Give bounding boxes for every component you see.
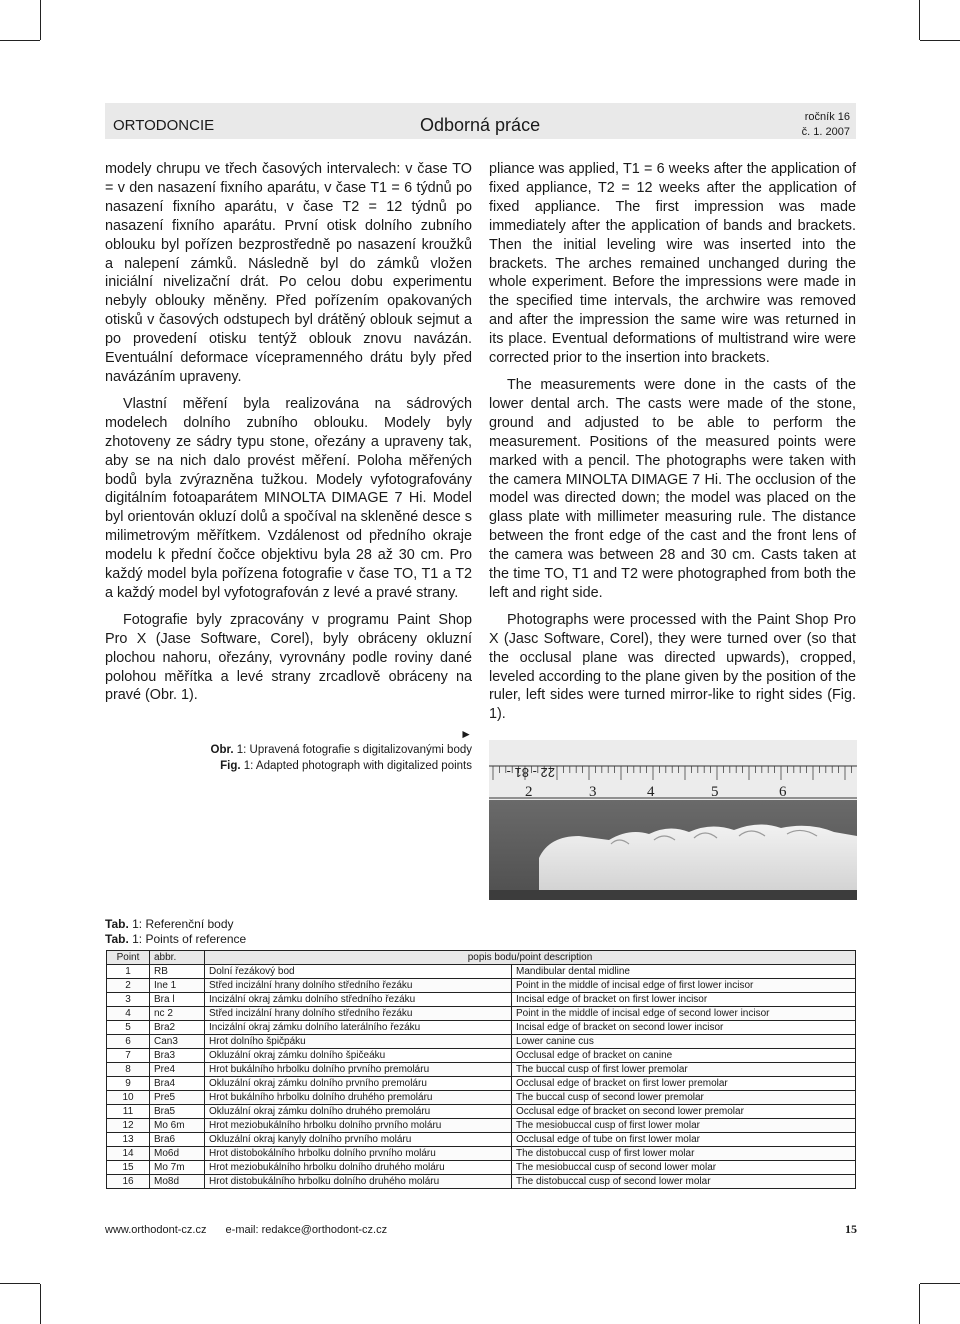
- crop-mark: [920, 40, 960, 41]
- website-link[interactable]: www.orthodont-cz.cz: [105, 1224, 207, 1236]
- description-cz-cell: Hrot distobukálního hrbolku dolního druhého moláru: [205, 1175, 512, 1189]
- crop-mark: [920, 1283, 960, 1284]
- point-cell: 13: [107, 1133, 150, 1147]
- footer-contact: [105, 1224, 403, 1236]
- header-abbr: abbr.: [150, 951, 205, 965]
- table-row: [107, 1091, 856, 1105]
- point-cell: 3: [107, 993, 150, 1007]
- table-row: [107, 1063, 856, 1077]
- description-en-cell: The buccal cusp of first lower premolar: [512, 1063, 856, 1077]
- abbr-cell: Bra6: [150, 1133, 205, 1147]
- description-cz-cell: Okluzální okraj kanyly dolního prvního moláru: [205, 1133, 512, 1147]
- table-row: [107, 1007, 856, 1021]
- description-cz-cell: Incizální okraj zámku dolního středního řezáku: [205, 993, 512, 1007]
- table-header-row: [107, 951, 856, 965]
- abbr-cell: Bra4: [150, 1077, 205, 1091]
- description-cz-cell: Hrot meziobukálního hrbolku dolního druhého moláru: [205, 1161, 512, 1175]
- description-cz-cell: Hrot distobokálního hrbolku dolního prvního moláru: [205, 1147, 512, 1161]
- description-en-cell: Incisal edge of bracket on first lower incisor: [512, 993, 856, 1007]
- abbr-cell: Pre5: [150, 1091, 205, 1105]
- table-row: [107, 1133, 856, 1147]
- crop-mark: [40, 0, 41, 40]
- paragraph: Vlastní měření byla realizována na sádrových modelech dolního zubního oblouku. Modely byly zhotoveny ze sádry typu stone, ořezány a upraveny tak, aby se na nich dalo provést měření. Poloha měřených bodů byla zvýrazněna tužkou. Modely vyfotografovány digitálním fotoaparátem MINOLTA DIMAGE 7 Hi. Model byl orientován okluzí dolů a spočíval na skleněné desce s milimetrovým měřítkem. Vzdálenost od předního okraje modelu k přední čočce objektivu byla 28 až 30 cm. Pro každý model byla pořízena fotografie v čase TO, T1 a T2 a každý model byl vyfotografován z levé a pravé strany.: [105, 395, 472, 601]
- table-row: [107, 1161, 856, 1175]
- volume-label: ročník 16: [804, 111, 850, 123]
- abbr-cell: Bra5: [150, 1105, 205, 1119]
- table-row: [107, 1077, 856, 1091]
- abbr-cell: Pre4: [150, 1063, 205, 1077]
- table-row: [107, 965, 856, 979]
- text-column-cz: [105, 160, 472, 713]
- point-cell: 2: [107, 979, 150, 993]
- text-column-en: [489, 160, 856, 732]
- table-caption-cz: Tab. 1: Referenční body: [105, 917, 234, 931]
- table-row: [107, 979, 856, 993]
- abbr-cell: Mo6d: [150, 1147, 205, 1161]
- header-description: popis bodu/point description: [205, 951, 856, 965]
- dental-cast-photo: [489, 740, 857, 900]
- table-caption-en: Tab. 1: Points of reference: [105, 932, 247, 946]
- abbr-cell: nc 2: [150, 1007, 205, 1021]
- crop-mark: [40, 1284, 41, 1324]
- figure-caption: [160, 728, 472, 774]
- description-en-cell: Occlusal edge of bracket on second lower premolar: [512, 1105, 856, 1119]
- description-en-cell: Occlusal edge of tube on first lower molar: [512, 1133, 856, 1147]
- table-row: [107, 1105, 856, 1119]
- ruler-number: 4: [647, 784, 655, 800]
- section-label: ORTODONCIE: [113, 117, 215, 134]
- table-row: [107, 1021, 856, 1035]
- description-en-cell: Occlusal edge of bracket on first lower premolar: [512, 1077, 856, 1091]
- description-en-cell: Point in the middle of incisal edge of first lower incisor: [512, 979, 856, 993]
- description-cz-cell: Hrot bukálního hrbolku dolního prvního premoláru: [205, 1063, 512, 1077]
- issue-info: [802, 110, 850, 140]
- abbr-cell: RB: [150, 965, 205, 979]
- description-en-cell: The distobuccal cusp of first lower molar: [512, 1147, 856, 1161]
- table-row: [107, 1049, 856, 1063]
- arrow-right-icon: ►: [460, 727, 472, 741]
- description-cz-cell: Hrot dolního špičpáku: [205, 1035, 512, 1049]
- ruler-number: 5: [711, 784, 719, 800]
- category-label: Odborná práce: [420, 115, 541, 135]
- page-number: 15: [845, 1222, 857, 1236]
- point-cell: 15: [107, 1161, 150, 1175]
- description-en-cell: The mesiobuccal cusp of second lower molar: [512, 1161, 856, 1175]
- abbr-cell: Mo 6m: [150, 1119, 205, 1133]
- description-cz-cell: Dolní řezákový bod: [205, 965, 512, 979]
- crop-mark: [0, 40, 40, 41]
- point-cell: 10: [107, 1091, 150, 1105]
- point-cell: 1: [107, 965, 150, 979]
- caption-cz: Obr. 1: Upravená fotografie s digitalizovanými body: [210, 744, 472, 756]
- table-row: [107, 993, 856, 1007]
- abbr-cell: Bra l: [150, 993, 205, 1007]
- crop-mark: [919, 0, 920, 40]
- description-en-cell: The mesiobuccal cusp of first lower molar: [512, 1119, 856, 1133]
- point-cell: 16: [107, 1175, 150, 1189]
- description-cz-cell: Střed incizální hrany dolního středního řezáku: [205, 979, 512, 993]
- table-row: [107, 1119, 856, 1133]
- reference-points-table: [106, 950, 856, 1189]
- description-en-cell: Lower canine cus: [512, 1035, 856, 1049]
- crop-mark: [0, 1283, 40, 1284]
- point-cell: 6: [107, 1035, 150, 1049]
- point-cell: 9: [107, 1077, 150, 1091]
- paragraph: pliance was applied, T1 = 6 weeks after the application of fixed appliance, T2 = 12 weeks after the application of fixed appliance. The first impression was made immediately after the application of bands and brackets. Then the initial leveling wire was inserted into the brackets. The arches remained unchanged during the whole experiment. Before the impressions were made in the specified time intervals, the archwire was removed and after the impression the same wire was returned in its place. Eventual deformations of multistrand wire were corrected prior to the insertion into brackets.: [489, 161, 856, 367]
- abbr-cell: Mo8d: [150, 1175, 205, 1189]
- table-row: [107, 1147, 856, 1161]
- paragraph: The measurements were done in the casts of the lower dental arch. The casts were made of the stone, ground and adjusted to be able to perform the measurement. Positions of the measured points were marked with a pencil. The photographs were taken with the camera MINOLTA DIMAGE 7 Hi. The occlusion of the model was directed down; the model was placed on the glass plate with millimeter measuring rule. The distance between the front edge of the cast and the front lens of the camera was between 28 and 30 cm. Casts taken at the time TO, T1 and T2 were photographed from both the left and right side.: [489, 376, 856, 601]
- point-cell: 4: [107, 1007, 150, 1021]
- figure-photo: [489, 740, 857, 900]
- description-en-cell: The distobuccal cusp of second lower molar: [512, 1175, 856, 1189]
- point-cell: 12: [107, 1119, 150, 1133]
- abbr-cell: Bra2: [150, 1021, 205, 1035]
- journal-header: [105, 103, 856, 139]
- point-cell: 8: [107, 1063, 150, 1077]
- description-en-cell: Incisal edge of bracket on second lower incisor: [512, 1021, 856, 1035]
- crop-mark: [919, 1284, 920, 1324]
- table-row: [107, 1175, 856, 1189]
- ruler-number: 2: [525, 784, 533, 800]
- email-link[interactable]: e-mail: redakce@orthodont-cz.cz: [225, 1224, 388, 1236]
- header-point: Point: [107, 951, 150, 965]
- description-en-cell: Mandibular dental midline: [512, 965, 856, 979]
- caption-en: Fig. 1: Adapted photograph with digitalized points: [220, 760, 472, 772]
- point-cell: 14: [107, 1147, 150, 1161]
- description-cz-cell: Incizální okraj zámku dolního laterálního řezáku: [205, 1021, 512, 1035]
- point-cell: 5: [107, 1021, 150, 1035]
- description-en-cell: The buccal cusp of second lower premolar: [512, 1091, 856, 1105]
- description-cz-cell: Střed incizální hrany dolního středního řezáku: [205, 1007, 512, 1021]
- table-row: [107, 1035, 856, 1049]
- description-cz-cell: Hrot bukálního hrbolku dolního druhého premoláru: [205, 1091, 512, 1105]
- issue-label: č. 1. 2007: [801, 126, 850, 138]
- paragraph: modely chrupu ve třech časových intervalech: v čase TO = v den nasazení fixního aparátu, v čase T1 = 6 týdnů po nasazení fixního aparátu, v čase T2 = 12 týdnů po nasazení fixního aparátu. První otisk dolního zubního oblouku byl pořízen bezprostředně po nasazení kroužků a nalepení zámků. Následně byl do zámků vložen iniciální nivelizační drát. Po celou dobu experimentu nebyly oblouky měněny. Před pořízením opakovaných otisků v časových odstupech byl drátěný oblouk sejmut a po provedení otisku tentýž oblouk znovu navázán. Eventuální deformace vícepramenného drátu byly před navázáním upraveny.: [105, 161, 472, 385]
- table-caption: [105, 917, 246, 947]
- description-en-cell: Point in the middle of incisal edge of second lower incisor: [512, 1007, 856, 1021]
- ruler-number: 3: [589, 784, 597, 800]
- abbr-cell: Can3: [150, 1035, 205, 1049]
- abbr-cell: Bra3: [150, 1049, 205, 1063]
- description-cz-cell: Okluzální okraj zámku dolního prvního premoláru: [205, 1077, 512, 1091]
- description-en-cell: Occlusal edge of bracket on canine: [512, 1049, 856, 1063]
- abbr-cell: Ine 1: [150, 979, 205, 993]
- ruler-label: 22 - 81 -: [506, 765, 555, 780]
- point-cell: 11: [107, 1105, 150, 1119]
- description-cz-cell: Okluzální okraj zámku dolního špičeáku: [205, 1049, 512, 1063]
- paragraph: Photographs were processed with the Paint Shop Pro X (Jasc Software, Corel), they were turned over (so that the occlusal plane was directed upwards), cropped, leveled according to the plane given by the position of the ruler, left sides were turned mirror-like to right sides (Fig. 1).: [489, 611, 856, 723]
- point-cell: 7: [107, 1049, 150, 1063]
- paragraph: Fotografie byly zpracovány v programu Paint Shop Pro X (Jase Software, Corel), byly obráceny okluzní plochou nahoru, ořezány, vyrovnány podle roviny dané polohou měřítka a levé strany zrcadlově obráceny na pravé (Obr. 1).: [105, 611, 472, 704]
- description-cz-cell: Hrot meziobukálního hrbolku dolního prvního moláru: [205, 1119, 512, 1133]
- ruler-number: 6: [779, 784, 787, 800]
- abbr-cell: Mo 7m: [150, 1161, 205, 1175]
- description-cz-cell: Okluzální okraj zámku dolního druhého premoláru: [205, 1105, 512, 1119]
